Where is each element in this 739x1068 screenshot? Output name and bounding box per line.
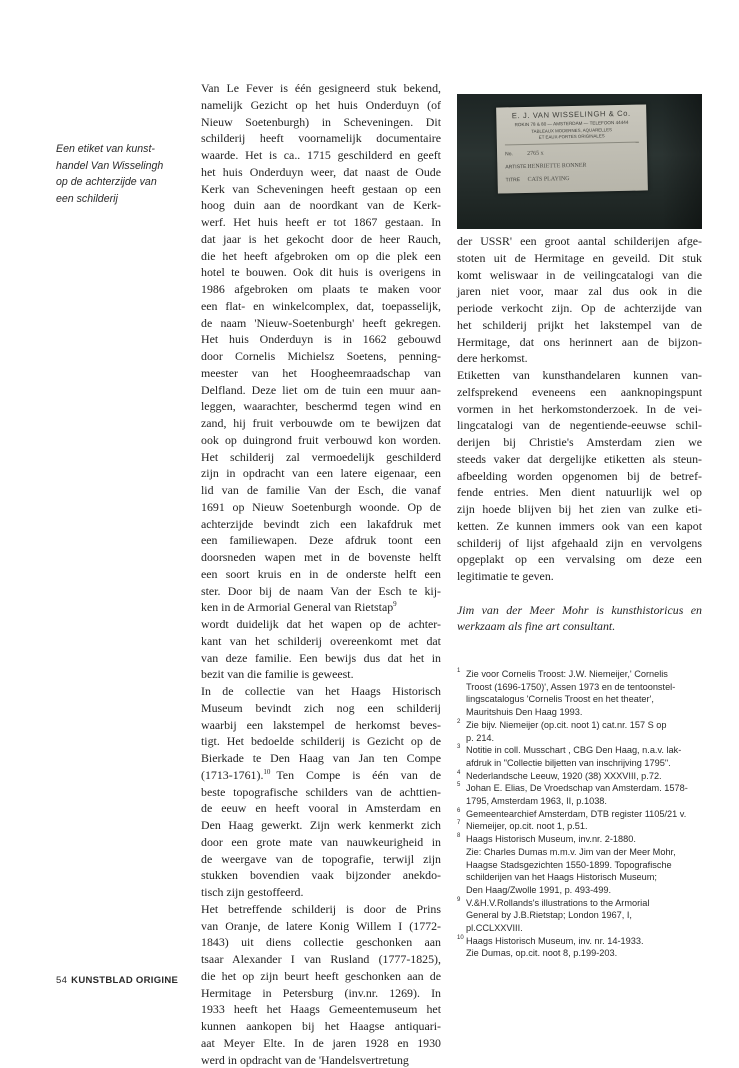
footnote-ref[interactable]: 9 (393, 600, 397, 608)
body-line: dere herkomst. (457, 350, 702, 367)
body-line: achterzijde bevindt zich een lakafdruk met (201, 516, 441, 533)
label-row-title: TITRE CATS PLAYING (506, 176, 570, 183)
footnote-line: schilderijen van het Haags Historisch Museum; (457, 871, 717, 884)
body-line: wordt duidelijk dat het wapen op de achter- (201, 616, 441, 633)
body-line: jaren niet voor, maar zal dus ook in die (457, 283, 702, 300)
label-subtitle-2: ET EAUX-FORTES ORIGINALES (503, 133, 641, 141)
footnote-line: 5 Johan E. Elias, De Vroedschap van Amsterdam. 1578- (457, 782, 717, 795)
body-line: Delfland. Deze liet om de tuin een muur aan- (201, 382, 441, 399)
page-number: 54 (56, 975, 67, 986)
body-line: Nieuw Soetenburgh) in Scheveningen. Dit (201, 114, 441, 131)
footnote-number: 7 (457, 819, 460, 827)
footnote-line: Troost (1696-1750)', Assen 1973 en de tentoonstel- (457, 681, 717, 694)
caption-line: Een etiket van kunst- (56, 141, 176, 158)
body-line: 1933 heeft het Haags Gemeentemuseum het (201, 1001, 441, 1018)
body-line: beste topografische schilders van de achttien- (201, 784, 441, 801)
body-line: ketten. Ze kunnen immers ook van een kapot (457, 518, 702, 535)
footnote-line: p. 214. (457, 732, 717, 745)
body-line: Hermitage, dat ons herinnert aan de bijzon- (457, 334, 702, 351)
label-subtitle: TABLEAUX MODERNES, AQUARELLES (503, 127, 641, 135)
caption-line: een schilderij (56, 191, 176, 208)
body-line: werf. Het huis heeft er tot 1867 gestaan. In (201, 214, 441, 231)
footnote-number: 8 (457, 832, 460, 840)
body-line: waarde. Het is ca.. 1715 geschilderd en geeft (201, 147, 441, 164)
footnote-number: 2 (457, 718, 460, 726)
body-line: het schilderij prijkt het lakstempel van de (457, 317, 702, 334)
body-line: leggen, waarachter, beschermd tegen wind en (201, 398, 441, 415)
footnote-number: 6 (457, 807, 460, 815)
body-line: Het betreffende schilderij is door de Prins (201, 901, 441, 918)
body-line: Het huis Onderduyn is in 1662 gebouwd (201, 331, 441, 348)
paragraph-gap (457, 585, 702, 602)
body-line: die het heeft afgebroken om op die plek een (201, 248, 441, 265)
body-line: Den Haag gewerkt. Zijn werk kenmerkt zich (201, 817, 441, 834)
body-line: een flat- en winkelcomplex, dat, toepasselijk, (201, 298, 441, 315)
footnote-number: 5 (457, 781, 460, 789)
footnote-line: lingscatalogus 'Cornelis Troost en het theater', (457, 693, 717, 706)
body-line: kunnen aankopen bij het Haagse antiquari- (201, 1018, 441, 1035)
body-line: zijn in opdracht van een latere eigenaar, een (201, 465, 441, 482)
body-line: aat Meyer Elte. In de jaren 1928 en 1930 (201, 1035, 441, 1052)
body-line: door Cornelis Michielsz Soetens, penning- (201, 348, 441, 365)
body-line: zijn hoede blijven bij het zien van zulke eti- (457, 501, 702, 518)
caption-line: handel Van Wisselingh (56, 158, 176, 175)
footnote-number: 4 (457, 769, 460, 777)
body-line: In de collectie van het Haags Historisch (201, 683, 441, 700)
body-line: de naam 'Nieuw-Soetenburgh' heeft gekregen. (201, 315, 441, 332)
body-line: Kerk van Scheveningen heeft gestaan op een (201, 181, 441, 198)
body-line: schilderij heeft voornamelijk documentaire (201, 130, 441, 147)
footnote-line: 9 V.&H.V.Rollands's illustrations to the Armorial (457, 897, 717, 910)
body-line: meester van het Hoogheemraadschap van (201, 365, 441, 382)
body-line: ken in de Armorial General van Rietstap$^9$ (201, 599, 441, 616)
footnote-line: pl.CCLXXVIII. (457, 922, 717, 935)
footnote-line: Mauritshuis Den Haag 1993. (457, 706, 717, 719)
page-footer (56, 975, 178, 986)
body-line: vormen in het herkomstonderzoek. In de vei- (457, 401, 702, 418)
body-column-left (201, 80, 441, 1068)
footnote-line: Haagse Stadsgezichten 1550-1899. Topografische (457, 859, 717, 872)
footnote-line: Zie Dumas, op.cit. noot 8, p.199-203. (457, 947, 717, 960)
body-line: die het op zijn beurt heeft geschonken aan de (201, 968, 441, 985)
footnote-line: 4 Nederlandsche Leeuw, 1920 (38) XXXVIII, p.72. (457, 770, 717, 783)
footnote-line: 1795, Amsterdam 1963, II, p.1038. (457, 795, 717, 808)
body-line: 1843) uit diens collectie geschonken aan (201, 934, 441, 951)
author-note-line: werkzaam als fine art consultant. (457, 618, 702, 635)
footnote-line: General by J.B.Rietstap; London 1967, I, (457, 909, 717, 922)
body-line: tigt. Het bedoelde schilderij is Gezicht op de (201, 733, 441, 750)
body-line: der USSR' een groot aantal schilderijen afge- (457, 233, 702, 250)
body-line: de eeuw en heeft vooral in Amsterdam en (201, 800, 441, 817)
body-line: Hermitage in Petersburg (inv.nr. 1269). In (201, 985, 441, 1002)
body-line: legitimatie te geven. (457, 568, 702, 585)
footnote-line: afdruk in "Collectie biljetten van inschrijving 1795". (457, 757, 717, 770)
body-column-right (457, 233, 702, 635)
label-rule (505, 142, 639, 146)
body-line: stukken bovendien vaak bijzonder anekdo- (201, 867, 441, 884)
body-line: een familiewapen. Deze afdruk toont een (201, 532, 441, 549)
footnote-line: 1 Zie voor Cornelis Troost: J.W. Niemeijer,' Cornelis (457, 668, 717, 681)
body-line: het huis Onderduyn weer, dat naast de Oude (201, 164, 441, 181)
body-line: de weergave van de topografie, terwijl zijn (201, 851, 441, 868)
body-line: 1691 op Nieuw Soetenburgh woonde. Op de (201, 499, 441, 516)
body-line: (1713-1761).$^{10}$ Ten Compe is één van de (201, 767, 441, 784)
body-line: namelijk Gezicht op het huis Onderduyn (of (201, 97, 441, 114)
body-line: ook op duingrond fruit verbouwd kon worden. (201, 432, 441, 449)
body-line: afbeelding worden opgenomen bij de betref- (457, 468, 702, 485)
body-line: opgeplakt op een vervalsing om deze een (457, 551, 702, 568)
body-line: werd in opdracht van de 'Handelsvertretung (201, 1052, 441, 1068)
body-line: lid van de familie Van der Esch, die vanaf (201, 482, 441, 499)
body-line: waarbij een lakstempel de herkomst beves- (201, 717, 441, 734)
body-line: van deze familie. Een bewijs dus dat het in (201, 650, 441, 667)
body-line: kant van het schilderij overeenkomt met dat (201, 633, 441, 650)
footnote-line: Zie: Charles Dumas m.m.v. Jim van der Meer Mohr, (457, 846, 717, 859)
body-line: van Oranje, de latere Konig Willem I (1772- (201, 918, 441, 935)
footnotes (457, 668, 717, 960)
body-line: derijen bij Christie's Amsterdam zien we (457, 434, 702, 451)
body-line: steeds vaker dat dergelijke etiketten als steun- (457, 451, 702, 468)
label-row-artist: ARTISTEHENRIETTE RONNER (505, 163, 586, 171)
dealer-label (496, 104, 648, 193)
body-line: hoog duin aan de noordkant van de Kerk- (201, 197, 441, 214)
footnote-line: 3 Notitie in coll. Musschart , CBG Den Haag, n.a.v. lak- (457, 744, 717, 757)
body-line: doorsneden wapen met in de bovenste helft (201, 549, 441, 566)
label-photograph (457, 94, 702, 229)
author-note-line: Jim van der Meer Mohr is kunsthistoricus en (457, 602, 702, 619)
footnote-line: 7 Niemeijer, op.cit. noot 1, p.51. (457, 820, 717, 833)
body-line: stoten uit de Hermitage en geveild. Dit stuk (457, 250, 702, 267)
body-line: tisch zijn gestoffeerd. (201, 884, 441, 901)
body-line: komt weliswaar in de veilingcatalogi van die (457, 267, 702, 284)
body-line: periode verkocht zijn. Op de achterzijde van (457, 300, 702, 317)
footnote-ref[interactable]: 10 (263, 768, 270, 776)
label-row-number: No. 2765 x (505, 151, 544, 158)
magazine-name: KUNSTBLAD ORIGINE (71, 975, 178, 986)
footnote-number: 1 (457, 667, 460, 675)
body-line: Etiketten van kunsthandelaren kunnen van- (457, 367, 702, 384)
body-line: door een grote mate van nauwkeurigheid in (201, 834, 441, 851)
body-line: fende entries. Men dient natuurlijk wel op (457, 484, 702, 501)
label-dealer-name: E. J. VAN WISSELINGH & Co. (502, 109, 640, 121)
footnote-number: 10 (457, 934, 464, 942)
body-line: lingcatalogi van de negentiende-eeuwse schil- (457, 417, 702, 434)
footnote-line: Den Haag/Zwolle 1991, p. 493-499. (457, 884, 717, 897)
body-line: Museum bevindt zich nog een schilderij (201, 700, 441, 717)
body-line: Het schilderij zal vermoedelijk geschilderd (201, 449, 441, 466)
footnote-line: 10 Haags Historisch Museum, inv. nr. 14-1933. (457, 935, 717, 948)
body-line: hotel te bouwen. Ook dit huis is overigens in (201, 264, 441, 281)
caption-line: op de achterzijde van (56, 174, 176, 191)
photo-shadow (662, 94, 702, 229)
figure-caption (56, 141, 176, 207)
body-line: zand, hij fruit verbouwde om te bewijzen dat (201, 415, 441, 432)
body-line: dat jaar is het gekocht door de heer Rauch, (201, 231, 441, 248)
footnote-line: 8 Haags Historisch Museum, inv.nr. 2-1880. (457, 833, 717, 846)
body-line: 1986 afgebroken om plaats te maken voor (201, 281, 441, 298)
body-line: Van Le Fever is één gesigneerd stuk bekend, (201, 80, 441, 97)
body-line: zelfsprekend eveneens een aanknopingspunt (457, 384, 702, 401)
body-line: ster. Door bij de naam Van der Esch te kij- (201, 583, 441, 600)
body-line: schilderij of lijst afgehaald zijn en vervolgens (457, 535, 702, 552)
footnote-number: 3 (457, 743, 460, 751)
body-line: Bierkade te Den Haag van Jan ten Compe (201, 750, 441, 767)
body-line: tsaar Alexander I van Rusland (1777-1825), (201, 951, 441, 968)
footnote-number: 9 (457, 896, 460, 904)
footnote-line: 2 Zie bijv. Niemeijer (op.cit. noot 1) cat.nr. 157 S op (457, 719, 717, 732)
body-line: een soort kruis en in de onderste helft een (201, 566, 441, 583)
body-line: bezit van die familie is geweest. (201, 666, 441, 683)
footnote-line: 6 Gemeentearchief Amsterdam, DTB register 1105/21 v. (457, 808, 717, 821)
label-address: ROKIN 78 & 80 — AMSTERDAM — TELEFOON 44444 (502, 120, 640, 128)
